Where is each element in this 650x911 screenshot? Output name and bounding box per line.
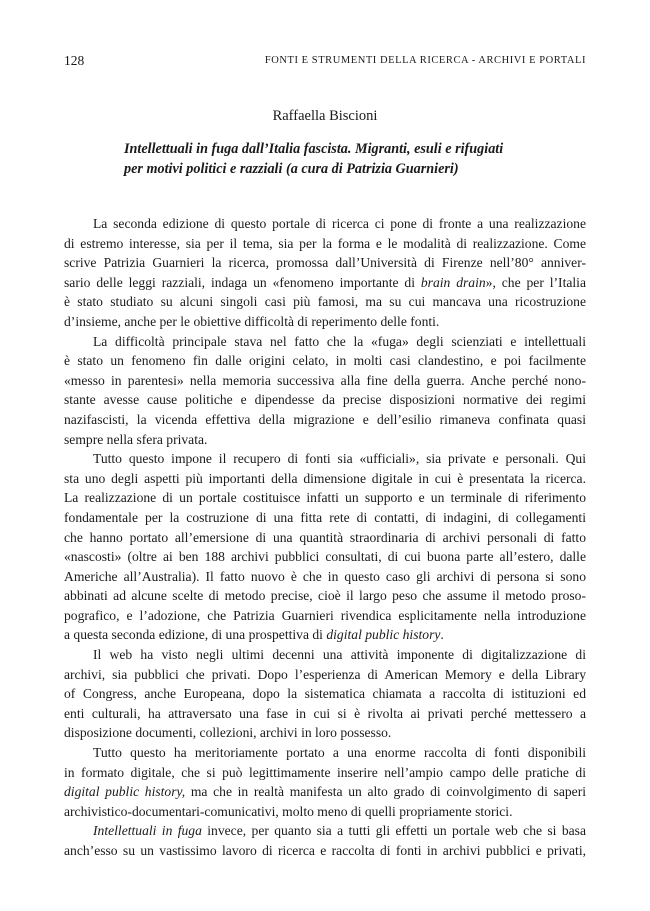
text-line: Il web ha visto negli ultimi decenni una attività imponente di digitalizzazione di (93, 647, 586, 663)
page-number: 128 (64, 53, 85, 68)
text-line: abbinati ad alcune scelte di metodo precise, cioè il largo peso che assume il metodo proso- (64, 588, 586, 604)
text-line: of Congress, anche Europeana, dopo la sistematica chiamata a raccolta di istituzioni ed (64, 686, 586, 702)
body-text (64, 214, 586, 861)
text-line: La realizzazione di un portale costituisce infatti un supporto e un terminale di riferimento (64, 490, 586, 506)
title-line: Intellettuali in fuga dall’Italia fascista. Migranti, esuli e rifugiati (124, 141, 504, 157)
text-line: La seconda edizione di questo portale di ricerca ci pone di fronte a una realizzazione (93, 216, 586, 231)
text-line: «nascosti» (oltre ai ben 188 archivi pubblici consultati, di cui buona parte all’estero, dalle (64, 549, 586, 565)
text-line: Intellettuali in fuga invece, per quanto sia a tutti gli effetti un portale web che si basa (93, 823, 586, 839)
text-line: archivi, sia pubblici che privati. Dopo l’esperienza di American Memory e della Library (64, 666, 586, 682)
text-line: sta uno degli aspetti più importanti della dimensione digitale in cui è presentata la ricerca. (64, 470, 586, 486)
text-line: pografico, e l’adozione, che Patrizia Guarnieri rivendica esplicitamente nella introduzione (64, 607, 586, 623)
text-line: digital public history, ma che in realtà manifesta un alto grado di coinvolgimento di saperi (64, 784, 586, 800)
text-line: nazifascisti, la vicenda effettiva della migrazione e dell’esilio rimaneva confinata quasi (64, 411, 586, 427)
article-title (124, 140, 594, 179)
text-line: è stato studiato su alcuni singoli casi più famosi, ma su cui mancava una ricostruzione (64, 294, 586, 310)
text-line: La difficoltà principale stava nel fatto che la «fuga» degli scienziati e intellettuali (93, 333, 586, 349)
text-line: enti culturali, ha attraversato una fase in cui si è rivolta ai privati perché mettessero a (64, 705, 586, 721)
italic-term: digital public history (326, 627, 441, 643)
text-line: sempre nella sfera privata. (64, 431, 208, 447)
text-line: a questa seconda edizione, di una prospettiva di digital public history. (64, 627, 444, 643)
text-line: stante avesse cause politiche e dipendesse da precise disposizioni normative dei regimi (64, 392, 586, 408)
article-author: Raffaella Biscioni (272, 108, 378, 124)
text-line: d’insieme, anche per le obiettive difficoltà di reperimento delle fonti. (64, 313, 440, 329)
text-line: «messo in parentesi» nella memoria successiva alla fine della guerra. Anche perché nono- (64, 372, 586, 388)
italic-term: brain drain (420, 274, 486, 290)
title-line: per motivi politici e razziali (a cura di Patrizia Guarnieri) (124, 160, 459, 177)
text-line: in formato digitale, che si può legittimamente inserire nell’ampio campo delle pratiche di (64, 764, 586, 780)
text-line: sario delle leggi razziali, indaga un «fenomeno importante di brain drain», che per l’Italia (64, 274, 586, 290)
text-line: di estremo interesse, sia per il tema, sia per la forma e le modalità di realizzazione. Come (64, 235, 586, 251)
running-header: FONTI E STRUMENTI DELLA RICERCA - ARCHIVI E PORTALI (264, 55, 586, 66)
text-line: disposizione documenti, collezioni, archivi in loro possesso. (64, 725, 392, 741)
text-line: archivistico-documentari-comunicativi, molto meno di quelli propriamente storici. (64, 803, 513, 819)
text-line: è stato un fenomeno fin dalle origini celato, in molti casi clandestino, e poi facilmente (64, 353, 586, 369)
text-line: scrive Patrizia Guarnieri la ricerca, promossa dall’Università di Firenze nell’80° anniver- (64, 255, 586, 271)
text-line: che hanno portato all’emersione di una quantità straordinaria di archivi personali di fatto (64, 529, 586, 545)
text-line: Americhe all’Australia). Il fatto nuovo è che in questo caso gli archivi di persona si sono (64, 568, 586, 584)
text-line: Tutto questo impone il recupero di fonti sia «ufficiali», sia private e personali. Qui (93, 451, 586, 467)
text-line: anch’esso su un vastissimo lavoro di ricerca e raccolta di fonti in archivi pubblici e privati, (64, 843, 586, 858)
text-line: fondamentale per la costruzione di una fitta rete di contatti, di indagini, di collegamenti (64, 509, 586, 525)
italic-term: digital public history, (64, 784, 186, 800)
text-line: Tutto questo ha meritoriamente portato a una enorme raccolta di fonti disponibili (93, 745, 586, 761)
italic-term: Intellettuali in fuga (93, 823, 202, 839)
